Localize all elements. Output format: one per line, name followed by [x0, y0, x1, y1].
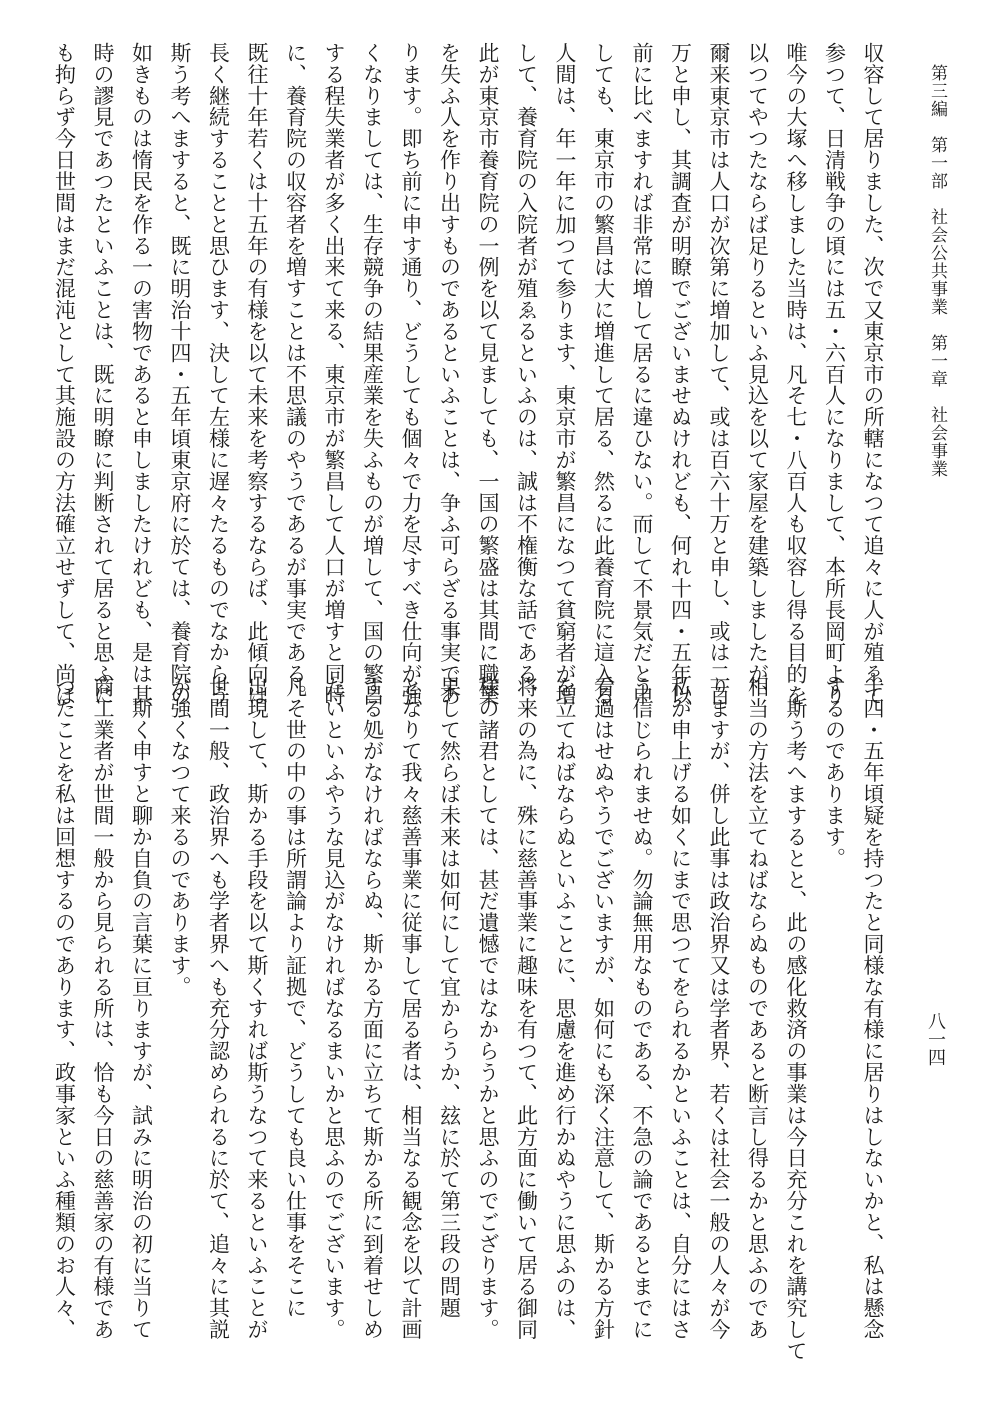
text-line: も拘らず今日世間はまだ混沌として其施設の方法確立せずして、尚ほ [52, 42, 77, 707]
text-line: 参つて、日清戦争の頃には五・六百人になりまして、本所長岡町より [822, 42, 847, 707]
body-text-upper [52, 42, 892, 707]
text-line: 凡そ世の中の事は所謂論より証拠で、どうしても良い仕事をそこに [283, 676, 308, 1319]
page-number: 八一四 [925, 1012, 946, 1066]
text-line: 以つてやつたならば足りるといふ見込を以て家屋を建築しましたが、 [745, 42, 770, 707]
text-line: 果して然らば未来は如何にして宜からうか、玆に於て第三段の問題 [437, 676, 462, 1319]
text-line: 斯う考へますると、既に明治十四・五年頃東京府に於ては、養育院の [168, 42, 192, 707]
text-line: つたことを私は回想するのであります、政事家といふ種類のお人々、 [52, 676, 77, 1341]
text-line: となりて我々慈善事業に従事して居る者は、相当なる観念を以て計画 [399, 676, 423, 1341]
text-line: を失ふ人を作り出すものであるといふことは、争ふ可らざる事実であ [437, 42, 462, 707]
text-line: くなりましては、生存競争の結果産業を失ふものが増して、国の繁昌 [360, 42, 385, 707]
text-line: しても、東京市の繁昌は大に増進して居る、然るに此養育院に這入る [591, 42, 616, 707]
text-line: が強くなつて来るのであります。 [168, 676, 192, 998]
text-line: する処がなければならぬ、斯かる方面に立ちて斯かる所に到着せしめ [360, 676, 385, 1341]
text-line: 万と申し、其調査が明瞭でございませぬけれども、何れ十四・五年以 [668, 42, 693, 707]
text-line: ります。即ち前に申す通り、どうしても個々で力を尽すべき仕向が強 [399, 42, 423, 707]
body-text-lower [52, 676, 892, 1376]
text-line: りますが、併し此事は政治界又は学者界、若くは社会一般の人々が今 [707, 676, 731, 1341]
text-line: 前に比べますれば非常に増して居るに違ひない。而して不景気だと申 [630, 42, 654, 707]
text-line: 此が東京市養育院の一例を以て見ましても、一国の繁盛は其間に職業 [476, 42, 500, 707]
text-line: 看過はせぬやうでございますが、如何にも深く注意して、斯かる方針 [591, 676, 616, 1341]
text-line: 私が申上げる如くにまで思つてをられるかといふことは、自分にはさ [668, 676, 693, 1341]
text-line: 商工業者が世間一般から見られる所は、恰も今日の慈善家の有様であ [91, 676, 115, 1341]
text-line: 様の諸君としては、甚だ遺憾ではなからうかと思ふのでござります。 [476, 676, 500, 1341]
text-line: 世間一般、政治界へも学者界へも充分認められるに於て、追々に其説 [206, 676, 231, 1341]
running-header: 第三編 第一部 社会公共事業 第一章 社会事業 [927, 64, 947, 478]
text-line: 収容して居りました、次で又東京市の所轄になつて追々に人が殖ゑて [861, 42, 885, 707]
text-line: 人間は、年一年に加つて参ります、東京市が繁昌になつて貧窮者が増 [553, 42, 577, 707]
text-line: 如きものは惰民を作る一の害物であると申しましたけれども、是は其 [129, 42, 154, 707]
text-line: を立てねばならぬといふことに、思慮を進め行かぬやうに思ふのは、 [553, 676, 577, 1341]
text-line: 将来の為に、殊に慈善事業に趣味を有つて、此方面に働いて居る御同 [514, 676, 539, 1341]
text-line: う信じられませぬ。勿論無用なものである、不急の論であるとまでに [630, 676, 654, 1341]
text-line: たいといふやうな見込がなければなるまいかと思ふのでございます。 [322, 676, 346, 1341]
text-line: に、養育院の収容者を増すことは不思議のやうであるが事実である。 [283, 42, 308, 707]
text-line: 斯く申すと聊か自負の言葉に亘りますが、試みに明治の初に当りて [129, 676, 154, 1341]
text-line: 長く継続することと思ひます、決して左様に遅々たるものでなからう [206, 42, 231, 707]
text-line: 既往十年若くは十五年の有様を以て未来を考察するならば、此傾向は [245, 42, 269, 707]
text-line: 爾来東京市は人口が次第に増加して、或は百六十万と申し、或は二百 [707, 42, 731, 707]
text-line: 十四・五年頃疑を持つたと同様な有様に居りはしないかと、私は懸念 [861, 676, 885, 1341]
text-line: するのであります。 [822, 676, 847, 869]
text-line: 相当の方法を立てねばならぬものであると断言し得るかと思ふのであ [745, 676, 770, 1341]
text-line: する程失業者が多く出来て来る、東京市が繁昌して人口が増すと同時 [322, 42, 346, 707]
text-line: 時の謬見であつたといふことは、既に明瞭に判断されて居ると思ふに [91, 42, 115, 707]
text-line: して、養育院の入院者が殖ゑるといふのは、誠は不権衡な話である、 [514, 42, 539, 707]
text-line: 唯今の大塚へ移しました当時は、凡そ七・八百人も収容し得る目的を [784, 42, 808, 707]
text-line: 斯う考へまするとと、此の感化救済の事業は今日充分これを講究して [784, 676, 808, 1362]
text-line: 出現して、斯かる手段を以て斯くすれば斯うなつて来るといふことが [245, 676, 269, 1341]
